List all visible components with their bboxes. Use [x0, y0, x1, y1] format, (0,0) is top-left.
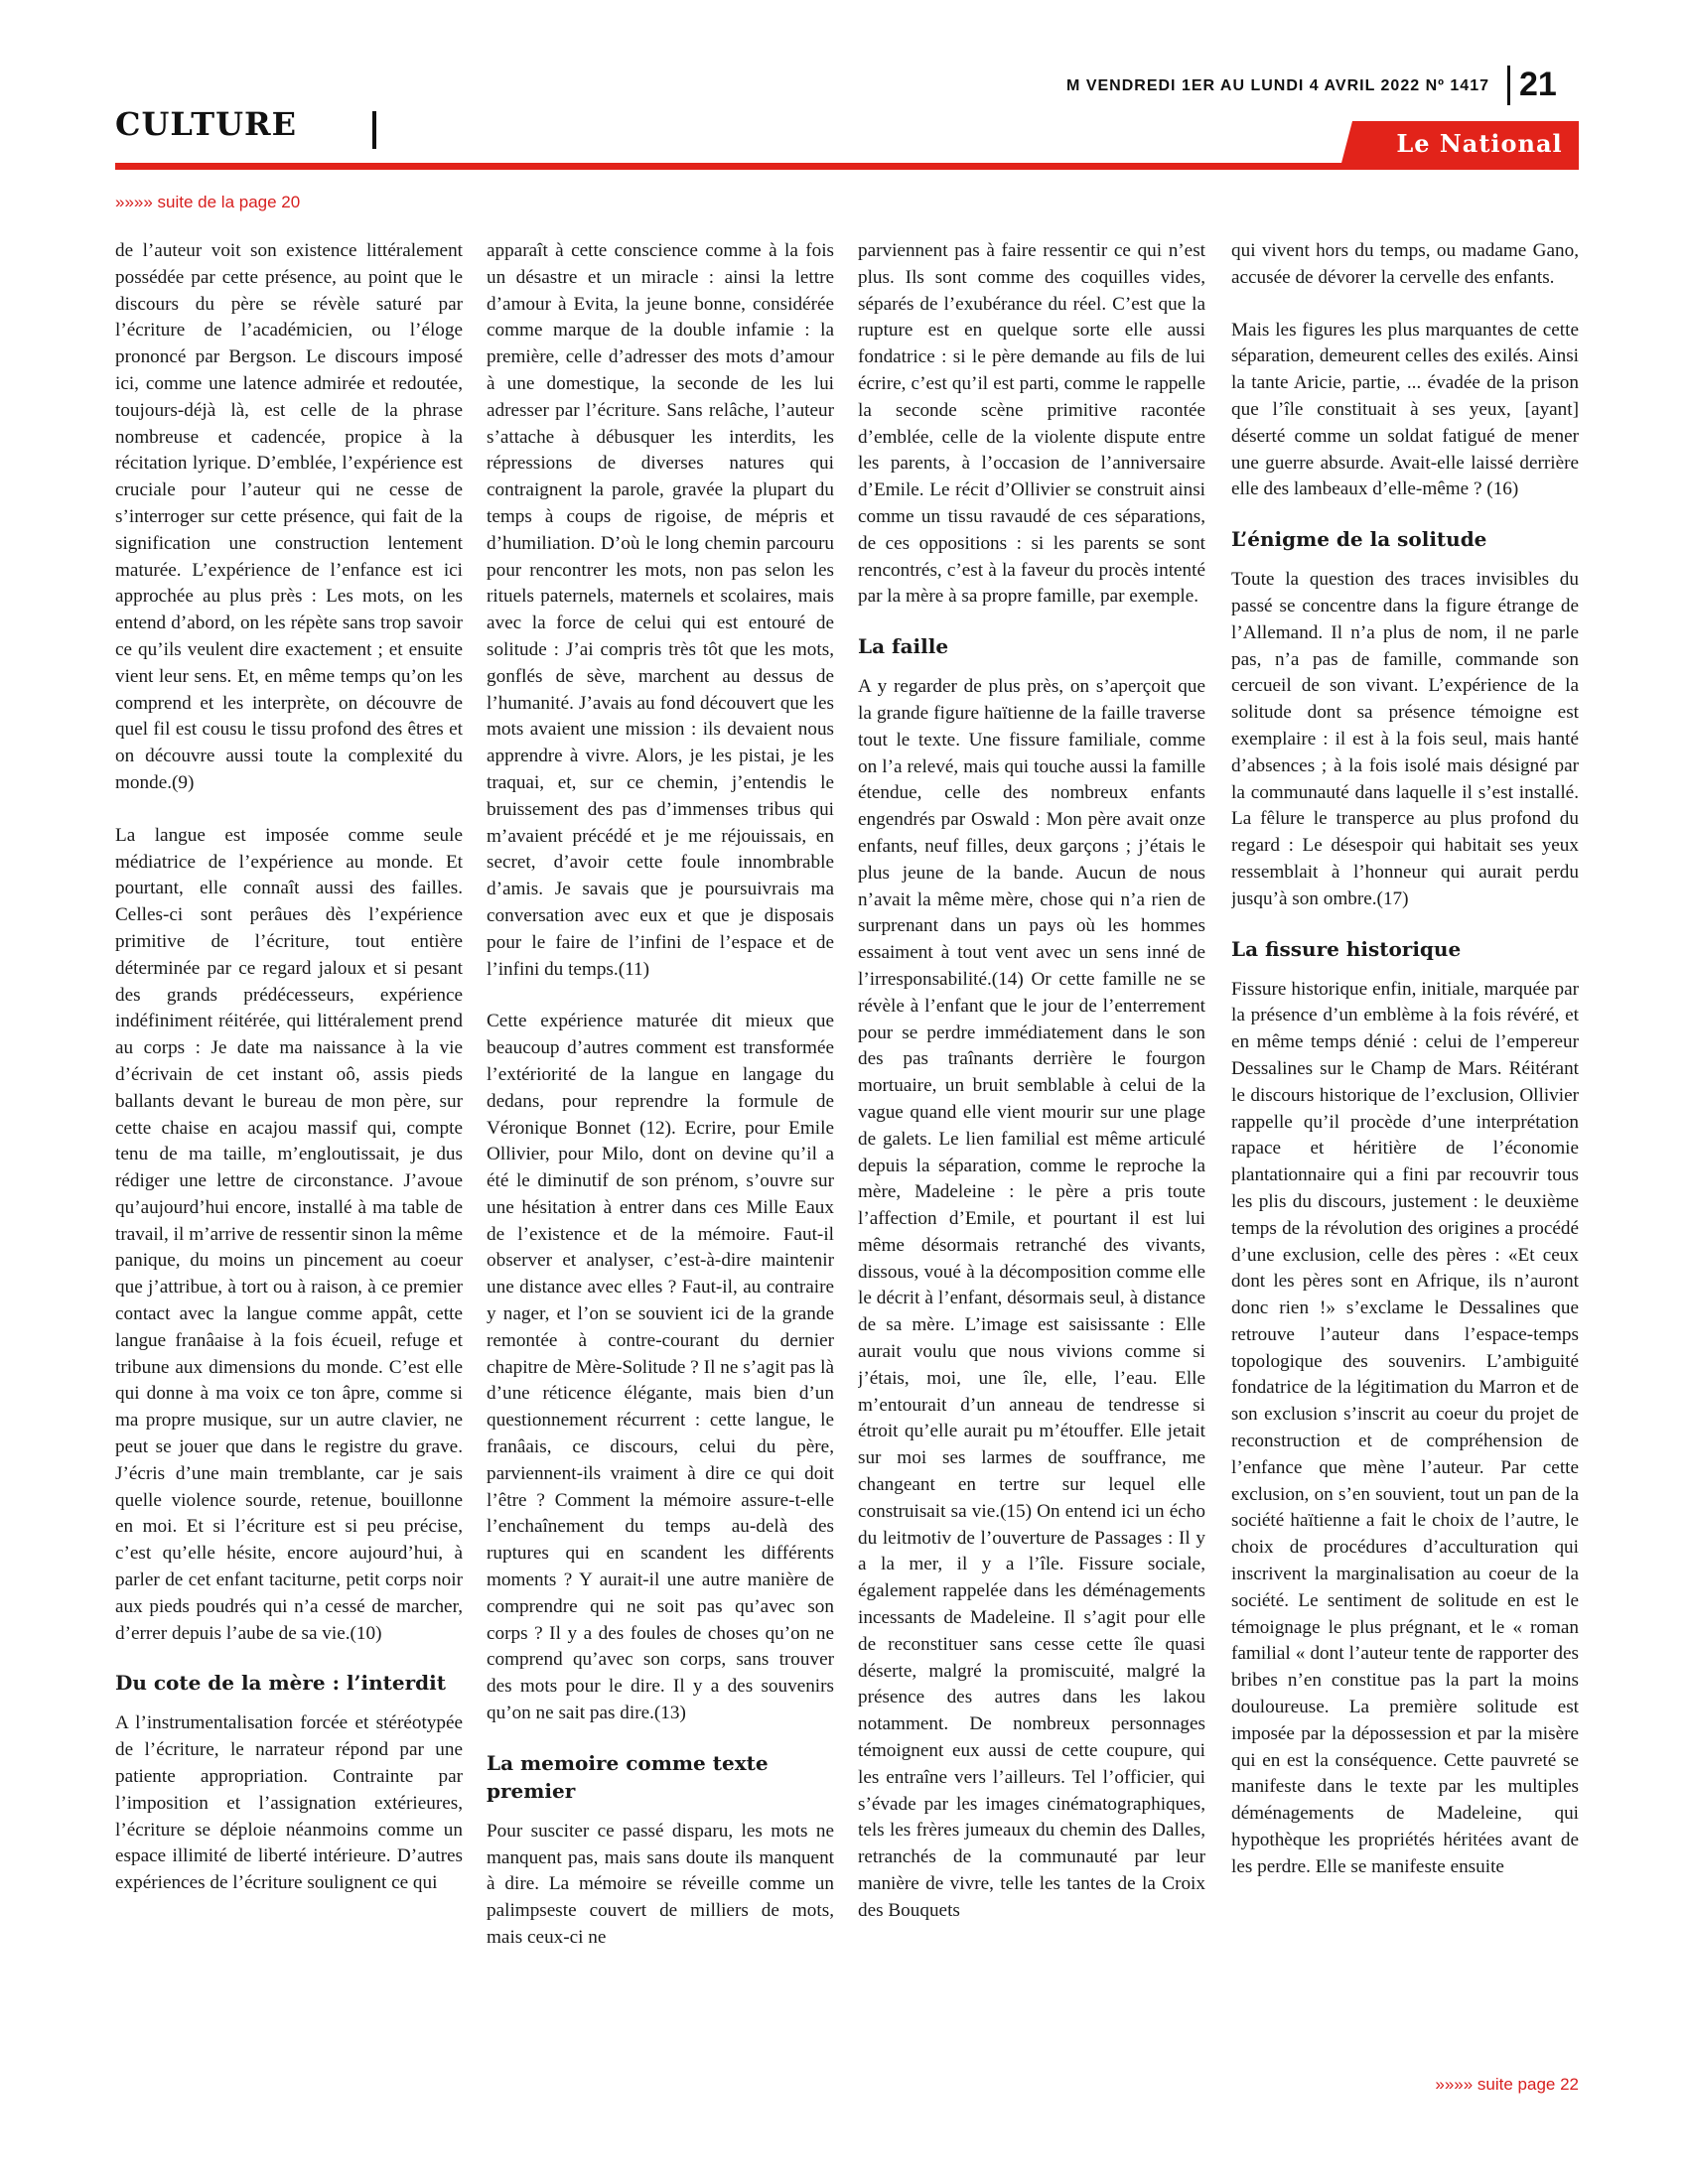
masthead-divider — [1507, 66, 1510, 105]
paragraph: de l’auteur voit son existence littéralement possédée par cette présence, au point que le discours du père se révèle saturé par l’écriture de l’académicien, ou l’éloge prononcé par Bergson. Le discours imposé ici, comme une latence admirée et redoutée, toujours-déjà là, est celle de la phrase nombreuse et cadencée, propice à la récitation lyrique. D’emblée, l’expérience est cruciale pour l’auteur qui ne cesse de s’interroger sur cette présence, qui fait de la signification une construction lentement maturée. L’expérience de l’enfance est ici approchée au plus près : Les mots, on les entend d’abord, on les répète sans trop savoir ce qu’ils veulent dire exactement ; et ensuite vient leur sens. Et, en même temps qu’on les comprend et les interprète, on découvre de quel fil est cousu le tissu profond des êtres et on découvre aussi toute la complexité du monde.(9) — [115, 240, 463, 793]
paragraph: A l’instrumentalisation forcée et stéréotypée de l’écriture, le narrateur répond par une patiente appropriation. Contrainte par l’imposition et l’assignation extérieures, l’écriture se déploie néanmoins comme un espace illimité de liberté intérieure. D’autres expériences de l’écriture soulignent ce qui — [115, 1712, 463, 1894]
publication-name: Le National — [1396, 129, 1563, 158]
paragraph: apparaît à cette conscience comme à la fois un désastre et un miracle : ainsi la lettre d’amour à Evita, la jeune bonne, considérée comme marque de la double infamie : la première, celle d’adresser des mots d’amour à une domestique, la seconde de les lui adresser par l’écriture. Sans relâche, l’auteur s’attache à débusquer les interdits, les répressions de diverses natures qui contraignent la parole, gravée la plupart du temps à coups de rigoise, de mépris et d’humiliation. D’où le long chemin parcouru pour rencontrer les mots, non pas selon les rituels paternels, maternels et scolaires, mais avec la force de celui qui est entouré de solitude : J’ai compris très tôt que les mots, gonflés de sève, marchent au dessus de l’humanité. J’avais au fond découvert que les mots avaient une mission : ils devaient nous apprendre à vivre. Alors, je les pistai, je les traquai, et, sur ce chemin, j’entendis le bruissement des pas d’immenses tribus qui m’avaient précédé et je me réjouissais, en secret, d’avoir cette foule innombrable d’amis. Je savais que je poursuivrais ma conversation avec eux et que je disposais pour le faire de l’infini de l’espace et de l’infini du temps.(11) — [487, 240, 834, 980]
subheading: La faille — [858, 634, 949, 659]
header-rule — [115, 163, 1579, 170]
article-column-2 — [487, 238, 834, 2065]
paragraph: Pour susciter ce passé disparu, les mots ne manquent pas, mais sans doute ils manquent à dire. La mémoire se réveille comme un palimpseste couvert de milliers de mots, mais ceux-ci ne — [487, 1820, 834, 1949]
issue-date-line: M VENDREDI 1ER AU LUNDI 4 AVRIL 2022 Nº 1417 — [1066, 77, 1489, 94]
subheading: La memoire comme texte premier — [487, 1750, 769, 1803]
paragraph: parviennent pas à faire ressentir ce qui n’est plus. Ils sont comme des coquilles vides, séparés de l’exubérance du réel. C’est que la rupture est en quelque sorte elle aussi fondatrice : si le père demande au fils de lui écrire, c’est qu’il est parti, comme le rappelle la seconde scène primitive racontée d’emblée, celle de la violente dispute entre les parents, à l’occasion de l’anniversaire d’Emile. Le récit d’Ollivier se construit ainsi comme un tissu ravaudé de ces séparations, de ces oppositions : si les parents se sont rencontrés, c’est à la faveur du procès intenté par la mère à sa propre famille, par exemple. — [858, 240, 1205, 608]
paragraph: A y regarder de plus près, on s’aperçoit que la grande figure haïtienne de la faille traverse tout le texte. Une fissure familiale, comme on l’a relevé, mais qui touche aussi la famille étendue, celle des nombreux enfants engendrés par Oswald : Mon père avait onze enfants, neuf filles, deux garçons ; j’étais le plus jeune de la bande. Aucun de nous n’avait la même mère, chose qui n’a rien de surprenant dans un pays où les hommes essaiment à tout vent avec un sens inné de l’irresponsabilité.(14) Or cette famille ne se révèle à l’enfant que le jour de l’enterrement pour se perdre immédiatement dans le son des pas traînants derrière le fourgon mortuaire, un bruit semblable à celui de la vague quand elle vient mourir sur une plage de galets. Le lien familial est même articulé depuis la séparation, comme le reproche la mère, Madeleine : le père a pris toute l’affection d’Emile, et pourtant il est lui même désormais retranché des vivants, dissous, voué à la décomposition comme elle le décrit à l’enfant, désormais seul, à distance de sa mère. L’image est saisissante : Elle aurait voulu que nous vivions comme si j’étais, moi, une île, elle, l’eau. Elle m’entourait d’un anneau de tendresse si étroit qu’elle aurait pu m’étouffer. Elle jetait sur moi ses larmes de souffrance, me changeant en tertre sur lequel elle construisait sa vie.(15) On entend ici un écho du leitmotiv de l’ouverture de Passages : Il y a la mer, il y a l’île. Fissure sociale, également rappelée dans les déménagements incessants de Madeleine. Il s’agit pour elle de reconstituer sans cesse cette île quasi déserte, malgré la promiscuité, malgré la présence des autres dans les lakou notamment. De nombreux personnages témoignent eux aussi de cette coupure, qui les entraîne vers l’ailleurs. Tel l’officier, qui s’évade par les images cinématographiques, tels les frères jumeaux du chemin des Dalles, retranchés de la communauté par leur manière de vivre, telle les tantes de la Croix des Bouquets — [858, 676, 1205, 1921]
paragraph: qui vivent hors du temps, ou madame Gano, accusée de dévorer la cervelle des enfants. — [1231, 240, 1579, 288]
article-body — [115, 238, 1579, 2065]
article-column-1 — [115, 238, 463, 2065]
article-column-3 — [858, 238, 1205, 2065]
paragraph: La langue est imposée comme seule médiatrice de l’expérience au monde. Et pourtant, elle connaît aussi des failles. Celles-ci sont perâues dès l’expérience primitive de l’écriture, tout entière déterminée par ce regard jaloux et si pesant des grands prédécesseurs, expérience indéfiniment réitérée, qui littéralement prend au corps : Je date ma naissance à la vie d’écrivain de cet instant oô, assis pieds ballants devant le bureau de mon père, sur cette chaise en acajou massif qui, compte tenu de ma taille, m’engloutissait, je dus rédiger une lettre de circonstance. J’avoue qu’aujourd’hui encore, installé à ma table de travail, il m’arrive de ressentir sinon la même panique, du moins un pincement au coeur que j’attribue, à tort ou à raison, à ce premier contact avec la langue comme appât, cette langue franâaise à la fois écueil, refuge et tribune aux dimensions du monde. C’est elle qui donne à ma voix ce ton âpre, comme si ma propre musique, sur un autre clavier, ne peut se jouer que dans le registre du grave. J’écris d’une main tremblante, car je sais quelle violence sourde, retenue, bouillonne en moi. Et si l’écriture est si peu précise, c’est qu’elle hésite, encore aujourd’hui, à parler de cet enfant taciturne, petit corps noir aux pieds poudrés qui n’a cessé de marcher, d’errer depuis l’aube de sa vie.(10) — [115, 824, 463, 1644]
article-column-4 — [1231, 238, 1579, 2065]
paragraph: Fissure historique enfin, initiale, marquée par la présence d’un emblème à la fois révéré, et en même temps dénié : celui de l’empereur Dessalines sur le Champ de Mars. Réitérant le discours historique de l’exclusion, Ollivier rappelle qu’il procède d’une interprétation rapace et héritière de l’économie plantationnaire qui a fini par recouvrir tous les plis du discours, justement : le deuxième temps de la révolution des origines a procédé d’une exclusion, celle des pères : «Et ceux dont les pères sont en Afrique, ils n’auront donc rien !» s’exclame le Dessalines que retrouve l’auteur dans l’espace-temps topologique des souvenirs. L’ambiguité fondatrice de la légitimation du Marron et de son exclusion s’inscrit au coeur du projet de reconstruction et de compréhension de l’enfance que mène l’auteur. Par cette exclusion, on s’en souvient, tout un pan de la société haïtienne a fait le choix de l’autre, le choix de procédures d’acculturation qui inscrivent la marginalisation au coeur de la société. Le sentiment de solitude en est le témoignage le plus prégnant, et le « roman familial « dont l’auteur tente de rapporter des bribes n’en constitue pas la part la moins douloureuse. La première solitude est imposée par la dépossession et par la misère qui en est la conséquence. Cette pauvreté se manifeste dans le texte par les multiples déménagements de Madeleine, qui hypothèque les propriétés héritées avant de les perdre. Elle se manifeste ensuite — [1231, 978, 1579, 1877]
continued-from-link[interactable]: »»»» suite de la page 20 — [115, 193, 301, 211]
paragraph: Mais les figures les plus marquantes de cette séparation, demeurent celles des exilés. Ainsi la tante Aricie, partie, ... évadée de la prison que l’île constituait à ses yeux, [ayant] déserté comme un soldat fatigué de mener une guerre absurde. Avait-elle laissé derrière elle des lambeaux d’elle-même ? (16) — [1231, 319, 1579, 500]
section-title: CULTURE — [115, 105, 297, 143]
continued-to-link[interactable]: »»»» suite page 22 — [1435, 2075, 1579, 2094]
paragraph: Toute la question des traces invisibles du passé se concentre dans la figure étrange de l’Allemand. Il n’a plus de nom, il ne parle pas, n’a pas de famille, commande son cercueil de son vivant. L’expérience de la solitude dont sa présence témoigne est exemplaire : il est à la fois seul, mais hanté d’absences ; à la fois isolé mais désigné par la communauté dans laquelle il s’est installé. La fêlure le transperce au plus profond du regard : Le désespoir qui habitait ses yeux ressemblait à l’honneur qui aurait perdu jusqu’à son ombre.(17) — [1231, 569, 1579, 909]
subheading: Du cote de la mère : l’interdit — [115, 1671, 446, 1696]
page-number: 21 — [1519, 66, 1557, 103]
subheading: L’énigme de la solitude — [1231, 527, 1487, 552]
paragraph: Cette expérience maturée dit mieux que beaucoup d’autres comment est transformée l’extériorité de la langue en langage du dedans, pour reprendre la formule de Véronique Bonnet (12). Ecrire, pour Emile Ollivier, pour Milo, dont on devine qu’il a été le diminutif de son prénom, s’ouvre sur une hésitation à entrer dans ces Mille Eaux de l’existence et de la mémoire. Faut-il observer et analyser, c’est-à-dire maintenir une distance avec elles ? Faut-il, au contraire y nager, et l’on se souvient ici de la grande remontée à contre-courant du dernier chapitre de Mère-Solitude ? Il ne s’agit pas là d’une réticence élégante, mais bien d’un questionnement récurrent : cette langue, le franâais, ce discours, celui du père, parviennent-ils vraiment à dire ce qui doit l’être ? Comment la mémoire assure-t-elle l’enchaînement du temps au-delà des ruptures qui en scandent les différents moments ? Y aurait-il une autre manière de comprendre qui ne soit pas qu’avec son corps ? Il y a des foules de choses qu’on ne comprend qu’avec son corps, sans trouver des mots pour le dire. Il y a des souvenirs qu’on ne sait pas dire.(13) — [487, 1011, 834, 1724]
section-divider — [372, 111, 376, 149]
subheading: La fissure historique — [1231, 936, 1462, 961]
